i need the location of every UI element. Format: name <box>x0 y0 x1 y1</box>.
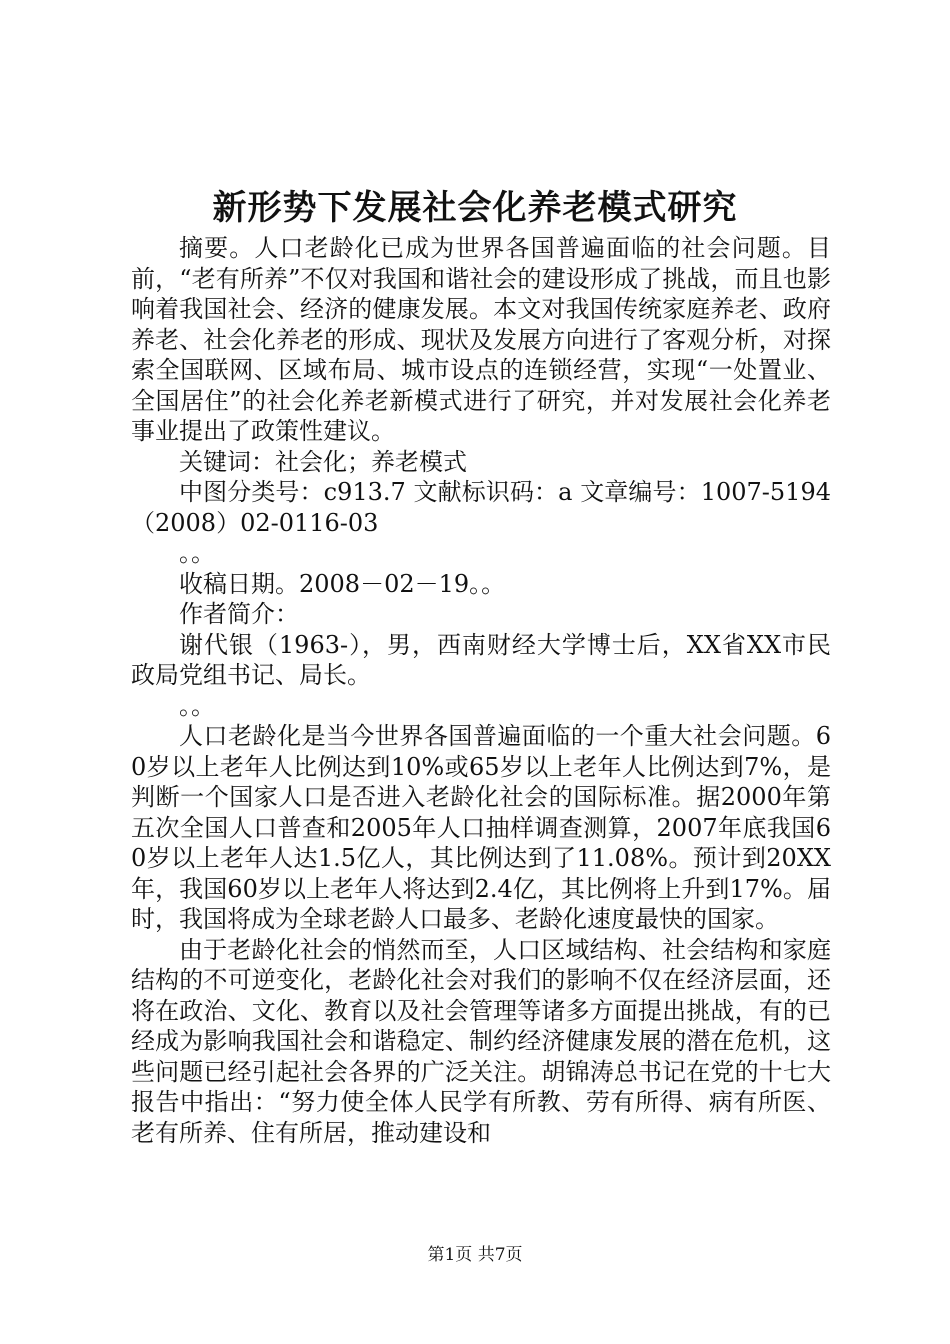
page-footer: 第1页 共7页 <box>427 1245 523 1265</box>
received-date-line: 收稿日期。2008－02－19。。 <box>179 569 506 598</box>
body-paragraph: 人口老龄化是当今世界各国普遍面临的一个重大社会问题。60岁以上老年人比例达到10%或65岁以上老年人比例达到7%，是判断一个国家人口是否进入老龄化社会的国际标准。据2000年第五次全国人口普查和2005年人口抽样调查测算，2007年底我国60岁以上老年人达1.5亿人，其比例达到了11.08%。预计到20XX年，我国60岁以上老年人将达到2.4亿，其比例将上升到17%。届时，我国将成为全球老龄人口最多、老龄化速度最快的国家。 <box>131 722 831 933</box>
author-intro-text: 谢代银（1963-），男，西南财经大学博士后，XX省XX市民政局党组书记、局长。 <box>131 630 831 689</box>
author-intro-heading: 作者简介： <box>179 600 299 628</box>
separator-line: 。。 <box>179 539 215 567</box>
abstract-paragraph: 摘要。人口老龄化已成为世界各国普遍面临的社会问题。目前，“老有所养”不仅对我国和谐社会的建设形成了挑战，而且也影响着我国社会、经济的健康发展。本文对我国传统家庭养老、政府养老、社会化养老的形成、现状及发展方向进行了客观分析，对探索全国联网、区域布局、城市设点的连锁经营，实现“一处置业、全国居住”的社会化养老新模式进行了研究，并对发展社会化养老事业提出了政策性建议。 <box>131 234 831 445</box>
classification-line: 中图分类号：c913.7 文献标识码：a 文章编号：1007-5194（2008）02-0116-03 <box>131 478 831 537</box>
body-paragraph: 由于老龄化社会的悄然而至，人口区域结构、社会结构和家庭结构的不可逆变化，老龄化社会对我们的影响不仅在经济层面，还将在政治、文化、教育以及社会管理等诸多方面提出挑战，有的已经成为影响我国社会和谐稳定、制约经济健康发展的潜在危机，这些问题已经引起社会各界的广泛关注。胡锦涛总书记在党的十七大报告中指出：“努力使全体人民学有所教、劳有所得、病有所医、老有所养、住有所居，推动建设和 <box>131 935 831 1147</box>
document-body <box>131 233 831 1148</box>
document-title: 新形势下发展社会化养老模式研究 <box>212 188 738 228</box>
keywords-line: 关键词：社会化；养老模式 <box>179 447 467 476</box>
separator-line: 。。 <box>179 691 215 720</box>
